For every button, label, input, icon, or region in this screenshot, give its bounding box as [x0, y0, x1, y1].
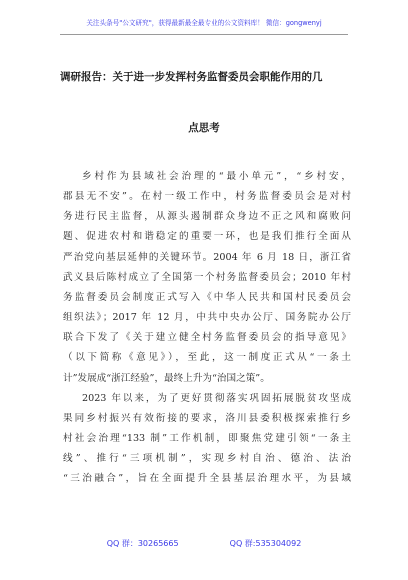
body-line: 严治党向基层延伸的关键环节。2004 年 6 月 18 日，浙江省 — [63, 251, 351, 263]
body-line: 务监督委员会制度正式写入《中华人民共和国村民委员会 — [63, 291, 351, 303]
document-body — [63, 167, 351, 490]
body-line: 郡县无不安”。在村一级工作中，村务监督委员会是对村 — [63, 191, 351, 203]
body-line: 武义县后陈村成立了全国第一个村务监督委员会；2010 年村 — [63, 271, 351, 283]
body-line: 组织法》；2017 年 12 月，中共中央办公厅、国务院办公厅 — [63, 312, 351, 324]
footer — [0, 538, 408, 549]
document-title-line-1: 调研报告：关于进一步发挥村务监督委员会职能作用的几 — [60, 71, 323, 83]
body-line: 乡村作为县域社会治理的“最小单元”，“乡村安， — [82, 171, 351, 182]
header-divider — [60, 34, 348, 35]
body-line: 村社会治理“133 制”工作机制，即聚焦党建引领“一条主 — [63, 433, 351, 445]
body-line: 题、促进农村和谐稳定的重要一环，也是我们推行全面从 — [63, 231, 351, 243]
body-line: “三治融合”，旨在全面提升全县基层治理水平，为县域 — [63, 473, 351, 485]
body-line: （以下简称《意见》），至此，这一制度正式从“一条土 — [63, 352, 351, 364]
footer-qq-group-2: QQ 群:535304092 — [229, 539, 302, 548]
body-line: 计”发展成“浙江经验”，最终上升为“治国之策”。 — [63, 372, 270, 384]
body-line: 联合下发了《关于建立健全村务监督委员会的指导意见》 — [63, 332, 351, 344]
footer-qq-group-1: QQ 群：30265665 — [106, 539, 179, 548]
body-line: 务进行民主监督，从源头遏制群众身边不正之风和腐败问 — [63, 211, 351, 223]
document-title-line-2: 点思考 — [188, 122, 220, 134]
header-banner: 关注头条号"公文研究"，获得最新最全最专业的公文资料库！ 微信：gongwenyj — [86, 19, 322, 27]
body-line: 果同乡村振兴有效衔接的要求，洛川县委积极探索推行乡 — [63, 412, 351, 424]
body-line: 2023 年以来，为了更好贯彻落实巩固拓展脱贫攻坚成 — [82, 392, 351, 404]
body-line: 线”、推行“三项机制”，实现乡村自治、德治、法治 — [63, 453, 351, 465]
